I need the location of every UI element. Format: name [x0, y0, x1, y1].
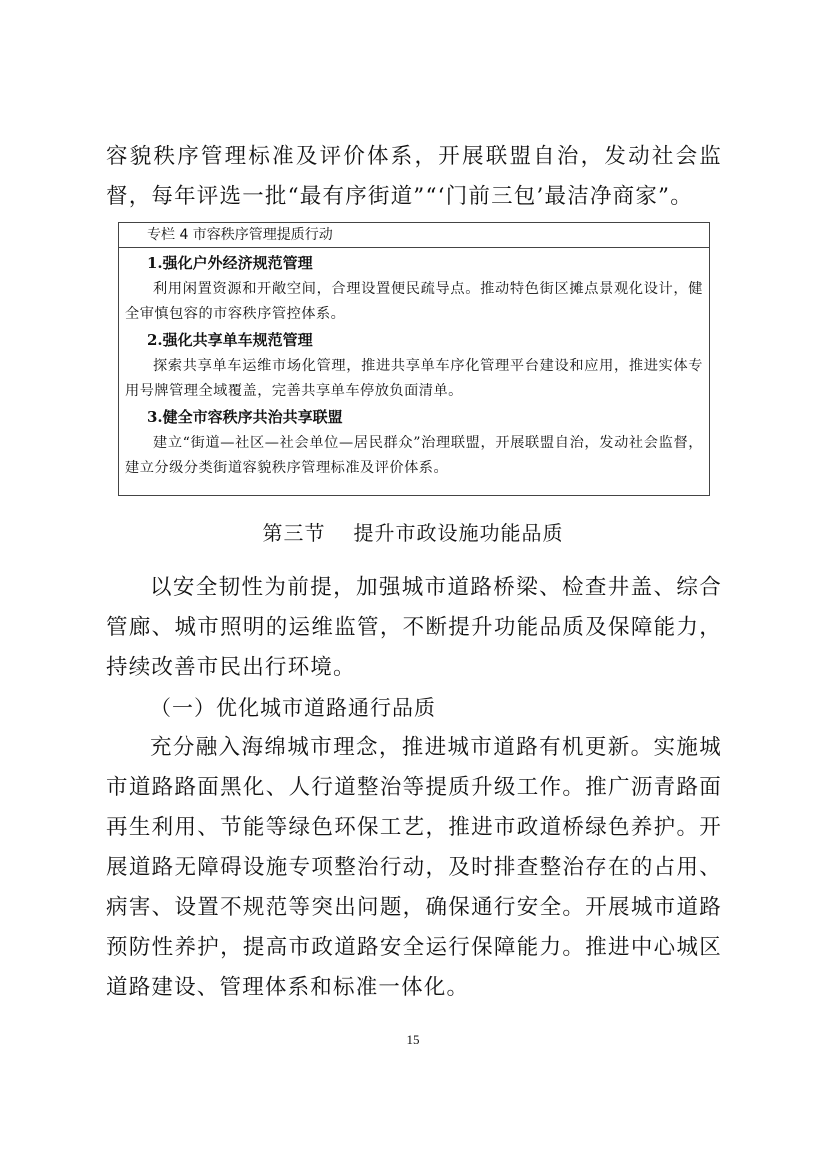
- column-box: [118, 222, 710, 496]
- subsection-heading: （一）优化城市道路通行品质: [150, 696, 436, 720]
- intro-paragraph: 以安全韧性为前提，加强城市道路桥梁、检查井盖、综合管廊、城市照明的运维监管，不断提升功能品质及保障能力，持续改善市民出行环境。: [106, 575, 722, 680]
- column-item-text: 建立“街道—社区—社会单位—居民群众”治理联盟，开展联盟自治，发动社会监督，建立分级分类街道容貌秩序管理标准及评价体系。: [125, 435, 703, 476]
- column-box-body: [119, 248, 709, 481]
- page-number: 15: [406, 1032, 420, 1047]
- column-item-title: 2.强化共享单车规范管理: [147, 331, 313, 349]
- continued-paragraph: 容貌秩序管理标准及评价体系，开展联盟自治，发动社会监督，每年评选一批“最有序街道”“‘门前三包’最洁净商家”。: [106, 144, 722, 209]
- column-item-text: 利用闲置资源和开敞空间，合理设置便民疏导点。推动特色街区摊点景观化设计，健全审慎包容的市容秩序管控体系。: [125, 281, 703, 322]
- section-name: 提升市政设施功能品质: [353, 521, 564, 545]
- column-item-title: 3.健全市容秩序共治共享联盟: [147, 408, 343, 426]
- section-number: 第三节: [262, 521, 326, 545]
- column-item-title: 1.强化户外经济规范管理: [147, 254, 313, 272]
- column-box-header: 专栏 4 市容秩序管理提质行动: [119, 223, 709, 248]
- column-item-text: 探索共享单车运维市场化管理，推进共享单车序化管理平台建设和应用，推进实体专用号牌管理全域覆盖，完善共享单车停放负面清单。: [125, 358, 703, 399]
- section-title: [0, 518, 826, 548]
- body-paragraph: 充分融入海绵城市理念，推进城市道路有机更新。实施城市道路路面黑化、人行道整治等提质升级工作。推广沥青路面再生利用、节能等绿色环保工艺，推进市政道桥绿色养护。开展道路无障碍设施专项整治行动，及时排查整治存在的占用、病害、设置不规范等突出问题，确保通行安全。开展城市道路预防性养护，提高市政道路安全运行保障能力。推进中心城区道路建设、管理体系和标准一体化。: [106, 735, 722, 1000]
